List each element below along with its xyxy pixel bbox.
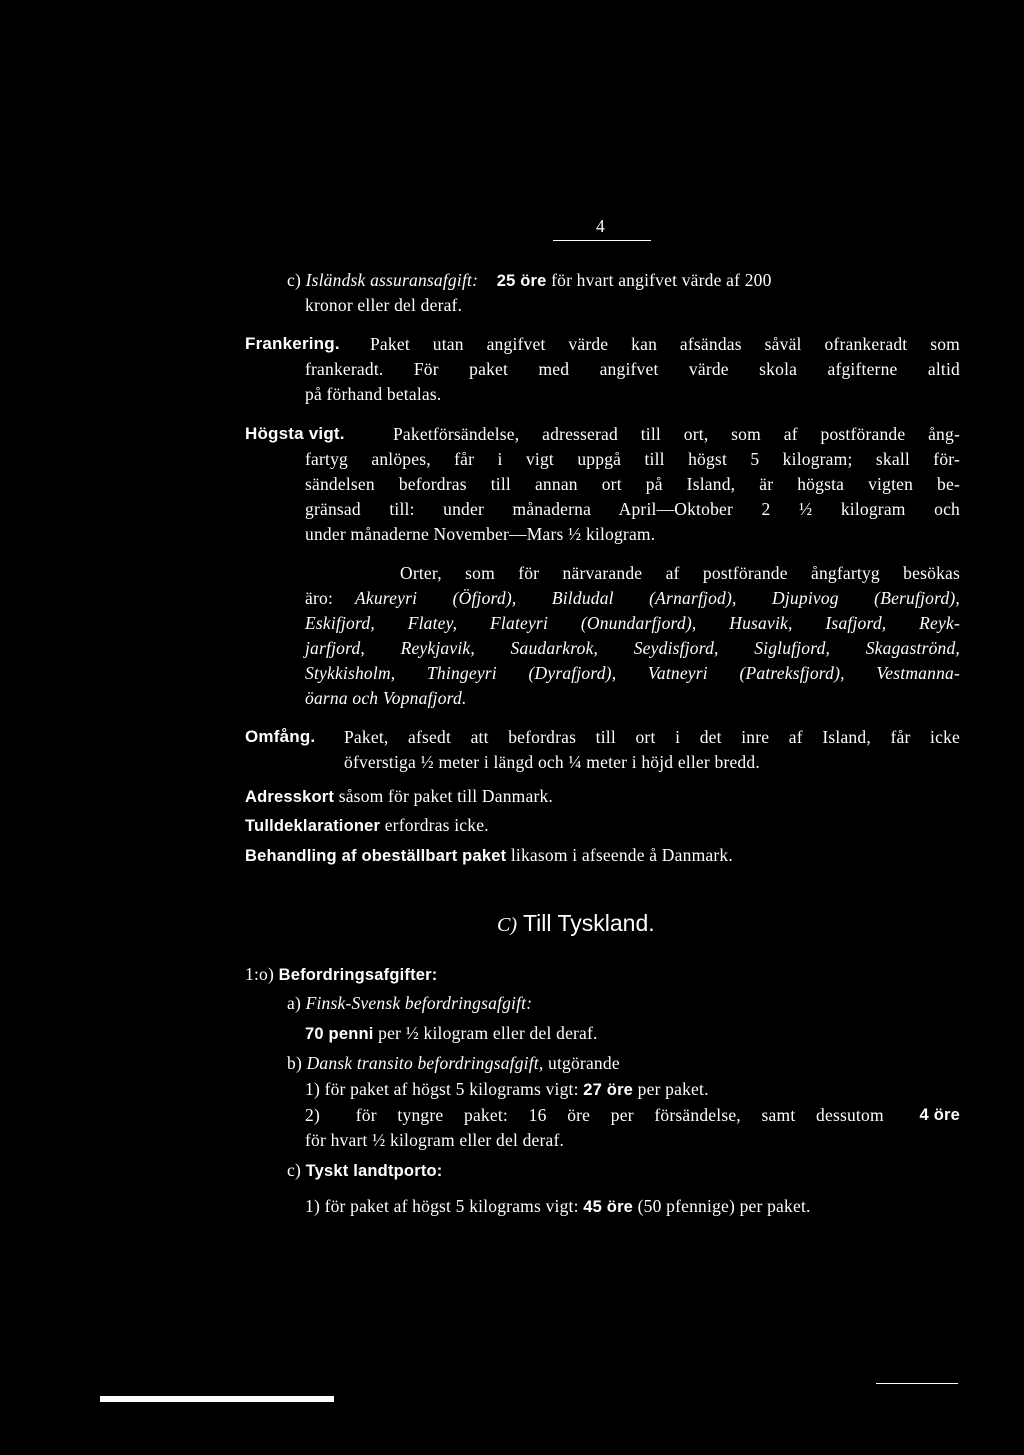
- fee-c1-line: [305, 1196, 811, 1217]
- frankering-line-3: på förhand betalas.: [305, 384, 442, 404]
- undeliverable-label: Behandling af obeställbart paket: [245, 847, 507, 865]
- ports-list-2: Eskifjord, Flatey, Flateyri (Onundarfjord), Husavik, Isafjord, Reyk-: [305, 613, 960, 633]
- fee-a-title: Finsk-Svensk befordringsafgift:: [305, 993, 533, 1013]
- item-label: c): [287, 270, 301, 290]
- ports-list-1: Akureyri (Öfjord), Bildudal (Arnarfjod), Djupivog (Berufjord),: [355, 588, 960, 608]
- page-number-rule: [553, 240, 651, 241]
- fee-c1-tail: (50 pfennige) per paket.: [637, 1196, 811, 1216]
- address-card-text: såsom för paket till Danmark.: [338, 786, 553, 806]
- fee-c-title: Tyskt landtporto:: [305, 1162, 443, 1180]
- fee-b2-label: 2): [305, 1105, 320, 1125]
- fee-a-line: [287, 993, 532, 1013]
- bottom-rule-left: [100, 1396, 334, 1402]
- max-weight-line-4: gränsad till: under månaderna April—Oktober 2 ½ kilogram och: [305, 499, 960, 519]
- size-line-1: Paket, afsedt att befordras till ort i det inre af Island, får icke: [344, 727, 960, 747]
- ports-lead: äro:: [305, 588, 334, 608]
- max-weight-line-5: under månaderne November—Mars ½ kilogram.: [305, 524, 656, 544]
- fee-b-label: b): [287, 1053, 302, 1073]
- assurance-fee-line: [287, 270, 959, 291]
- fee-c-label: c): [287, 1160, 301, 1180]
- max-weight-label: Högsta vigt.: [245, 424, 345, 443]
- fee-b1-tail: per paket.: [637, 1079, 709, 1099]
- customs-text: erfordras icke.: [384, 815, 489, 835]
- fee-c-line: [287, 1160, 443, 1181]
- undeliverable-text: likasom i afseende å Danmark.: [510, 845, 733, 865]
- assurance-fee-amount: 25 öre: [496, 272, 547, 290]
- fee-b1-line: [305, 1079, 709, 1100]
- assurance-fee-text: för hvart angifvet värde af 200: [551, 270, 772, 290]
- frankering-line-1: Paket utan angifvet värde kan afsändas såväl ofrankeradt som: [370, 334, 960, 354]
- fee-b2-text: för tyngre paket: 16 öre per försändelse, samt dessutom: [355, 1105, 884, 1125]
- transport-fees-heading: [245, 964, 438, 985]
- address-card-line: [245, 786, 553, 807]
- fee-a-amount: 70 penni: [305, 1025, 374, 1043]
- frankering-line-2: frankeradt. För paket med angifvet värde skola afgifterne altid: [305, 359, 960, 379]
- fee-a-label: a): [287, 993, 301, 1013]
- ports-line-1: Orter, som för närvarande af postförande ångfartyg besökas: [400, 563, 960, 583]
- fee-c1-text: för paket af högst 5 kilograms vigt:: [324, 1196, 579, 1216]
- assurance-fee-line-2: kronor eller del deraf.: [305, 295, 463, 315]
- ports-list-5: öarna och Vopnafjord.: [305, 688, 467, 708]
- frankering-label: Frankering.: [245, 334, 340, 353]
- ports-list-3: jarfjord, Reykjavik, Saudarkrok, Seydisfjord, Siglufjord, Skagaströnd,: [305, 638, 960, 658]
- transport-fees-label: Befordringsafgifter:: [278, 966, 438, 984]
- fee-b-text: utgörande: [548, 1053, 620, 1073]
- transport-fees-number: 1:o): [245, 964, 274, 984]
- fee-a-amount-line: [305, 1023, 598, 1044]
- fee-b1-label: 1): [305, 1079, 320, 1099]
- size-line-2: öfverstiga ½ meter i längd och ¼ meter i höjd eller bredd.: [344, 752, 760, 772]
- fee-a-text: per ½ kilogram eller del deraf.: [378, 1023, 598, 1043]
- ports-list-4: Stykkisholm, Thingeyri (Dyrafjord), Vatneyri (Patreksfjord), Vestmanna-: [305, 663, 960, 683]
- bottom-rule-right: [876, 1383, 958, 1384]
- customs-label: Tulldeklarationer: [245, 817, 381, 835]
- fee-b2-amount: 4 öre: [919, 1106, 960, 1124]
- ports-line-2: [305, 588, 960, 608]
- page-number: 4: [596, 216, 605, 236]
- max-weight-line-2: fartyg anlöpes, får i vigt uppgå till högst 5 kilogram; skall för-: [305, 449, 960, 469]
- fee-b1-amount: 27 öre: [583, 1081, 634, 1099]
- section-letter: C): [497, 914, 517, 936]
- section-heading: [497, 909, 655, 939]
- fee-b2-line-2: för hvart ½ kilogram eller del deraf.: [305, 1130, 565, 1150]
- fee-c1-label: 1): [305, 1196, 320, 1216]
- assurance-fee-title: Isländsk assuransafgift:: [305, 270, 479, 290]
- fee-c1-amount: 45 öre: [583, 1198, 634, 1216]
- fee-b1-text: för paket af högst 5 kilograms vigt:: [324, 1079, 579, 1099]
- customs-line: [245, 815, 489, 836]
- fee-b-title: Dansk transito befordringsafgift,: [306, 1053, 544, 1073]
- max-weight-line-1: Paketförsändelse, adresserad till ort, som af postförande ång-: [393, 424, 960, 444]
- size-label: Omfång.: [245, 727, 316, 746]
- fee-b-line: [287, 1053, 620, 1073]
- fee-b2-line: [305, 1105, 960, 1125]
- max-weight-line-3: sändelsen befordras till annan ort på Island, är högsta vigten be-: [305, 474, 960, 494]
- section-title: Till Tyskland.: [522, 910, 655, 936]
- undeliverable-line: [245, 845, 733, 866]
- address-card-label: Adresskort: [245, 788, 335, 806]
